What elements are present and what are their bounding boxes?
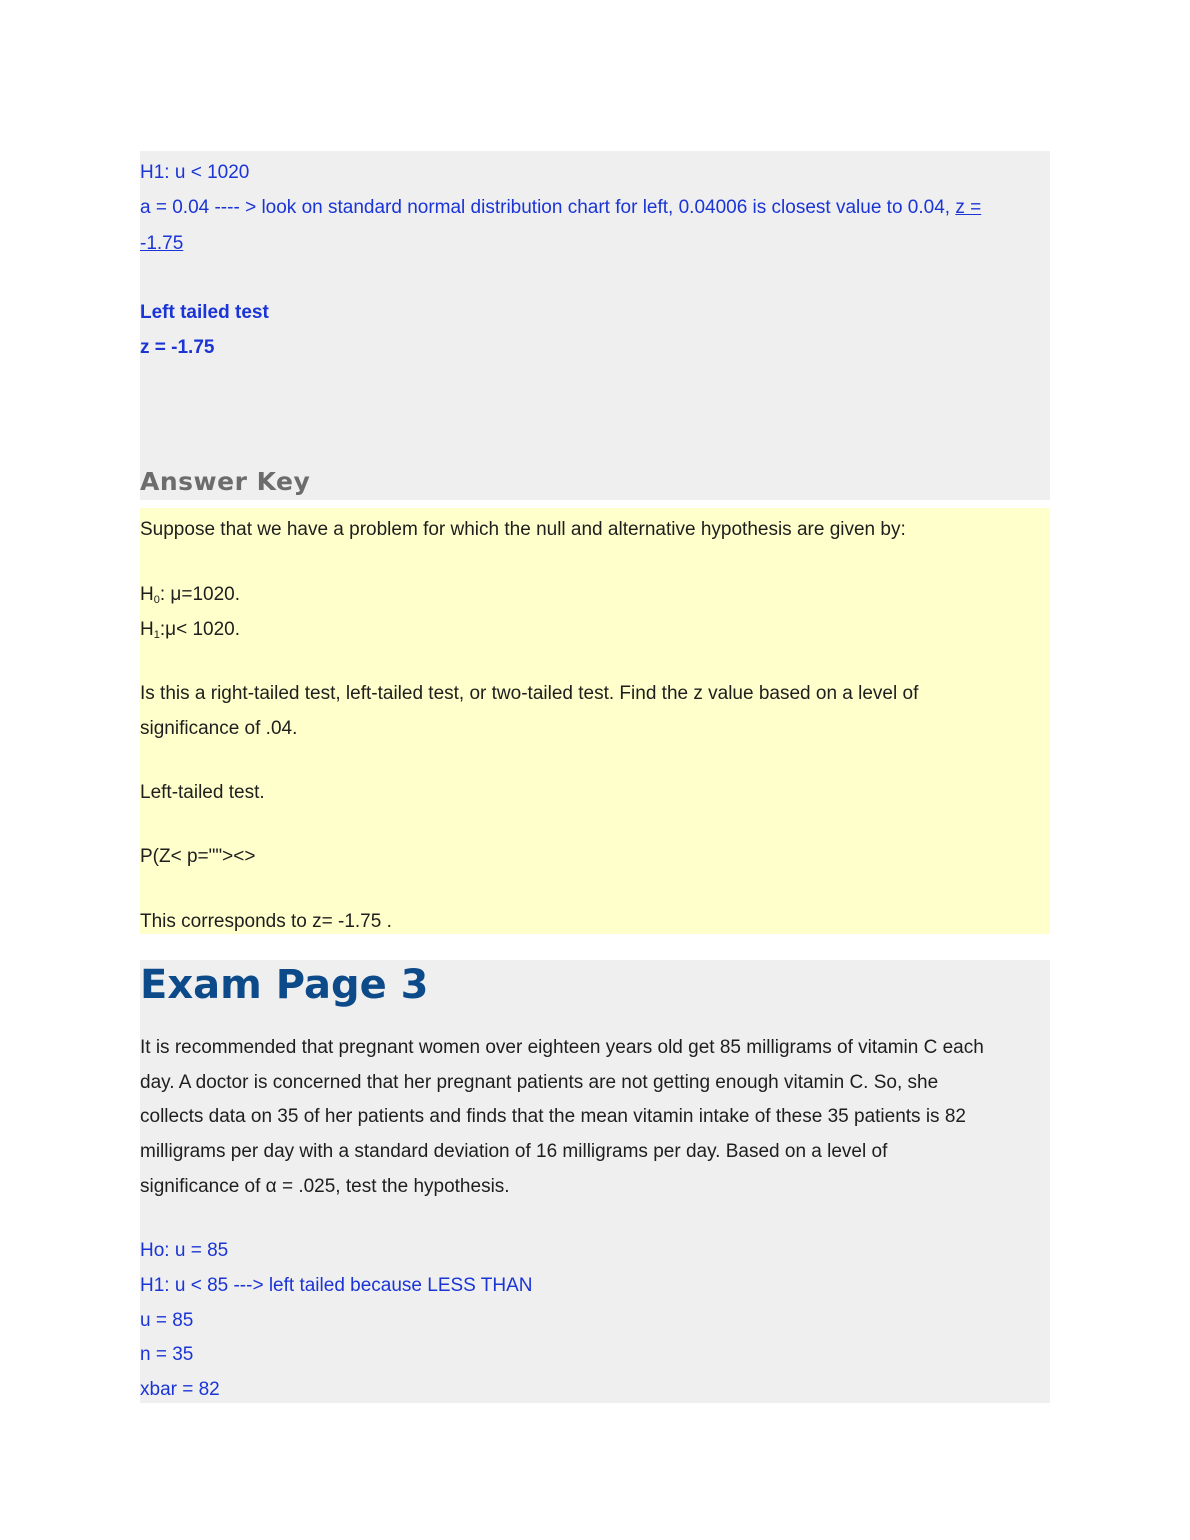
h1-line: H1: u < 1020	[140, 162, 250, 183]
work-line: xbar = 82	[140, 1379, 220, 1400]
question-line-2: significance of .04.	[140, 718, 298, 739]
answer-key-block	[140, 508, 1050, 934]
alpha-text: a = 0.04 ---- > look on standard normal distribution chart for left, 0.04006 is closest value to 0.04,	[140, 197, 956, 218]
problem-line: day. A doctor is concerned that her pregnant patients are not getting enough vitamin C. So, she	[140, 1072, 939, 1093]
problem-line: milligrams per day with a standard deviation of 16 milligrams per day. Based on a level of	[140, 1141, 888, 1162]
result-z-value: z = -1.75	[140, 337, 215, 358]
answer-intro: Suppose that we have a problem for which the null and alternative hypothesis are given by:	[140, 519, 906, 540]
work-line: Ho: u = 85	[140, 1240, 229, 1261]
solution-block	[140, 151, 1050, 500]
work-line: u = 85	[140, 1310, 194, 1331]
alpha-line	[140, 196, 981, 220]
corresponds-line: This corresponds to z= -1.75 .	[140, 911, 392, 932]
null-hypothesis: $H_0$: μ=1020.	[140, 584, 241, 606]
z-value-underlined: z =	[955, 197, 982, 218]
work-line: H1: u < 85 ---> left tailed because LESS THAN	[140, 1275, 533, 1296]
problem-line: significance of α = .025, test the hypothesis.	[140, 1176, 510, 1197]
problem-line: collects data on 35 of her patients and finds that the mean vitamin intake of these 35 patients is 82	[140, 1106, 966, 1127]
question-line-1: Is this a right-tailed test, left-tailed test, or two-tailed test. Find the z value based on a level of	[140, 683, 919, 704]
alpha-line-continued: -1.75	[140, 233, 184, 254]
probability-line: P(Z< p=""><>	[140, 846, 256, 867]
work-line: n = 35	[140, 1344, 194, 1365]
alt-hypothesis: $H_1:\mu< 1020$.	[140, 619, 241, 641]
answer-key-heading: Answer Key	[140, 467, 311, 496]
problem-line: It is recommended that pregnant women over eighteen years old get 85 milligrams of vitamin C each	[140, 1037, 984, 1058]
exam-page-title: Exam Page 3	[140, 962, 429, 1008]
answer-test-type: Left-tailed test.	[140, 782, 265, 803]
exam-page-block	[140, 960, 1050, 1403]
result-test-type: Left tailed test	[140, 302, 269, 323]
